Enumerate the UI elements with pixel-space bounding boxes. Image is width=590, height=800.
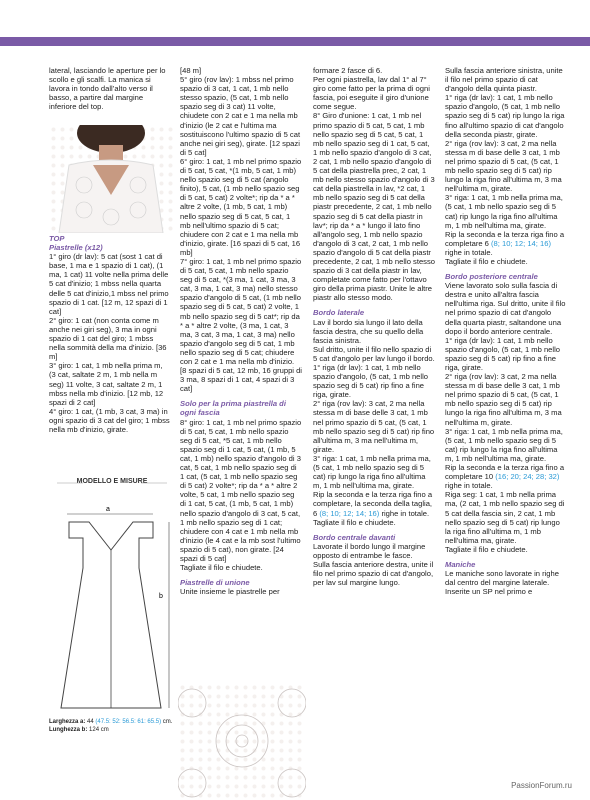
side-row-1: 1° riga (dr lav): 1 cat, 1 mb nello spazio d'angolo, (5 cat, 1 mb nello spazio seg di 5 cat) rip fino a fine riga, girate. — [313, 363, 429, 400]
back-cut: Tagliate il filo e chiudete. — [445, 544, 528, 554]
first-tile-heading: Solo per la prima piastrella di ogni fascia — [180, 399, 286, 418]
round-1: 1° giro (dr lav): 5 cat (sost 1 cat di base, 1 ma e 1 spazio di 1 cat), (1 ma, 1 cat) 11 volte nella prima delle 5 cat d'inizio; 1 mbss nella quarta delle 5 cat d'inizio,1 mbss nel primo spazio di 1 cat. [12 m, 12 spazi di 1 cat] — [49, 252, 169, 316]
joining-heading: Piastrelle di unione — [180, 578, 250, 588]
sleeves-text-2: Inserite un SP nel primo e — [445, 587, 533, 597]
round-5: 5° giro (rov lav): 1 mbss nel primo spazio di 3 cat, 1 cat, 1 mb nello stesso spazio, (5 cat, 1 mb nello spazio seg di 3 cat) 11 volte, chiudete con 2 cat e 1 ma nella mb d'inizio (le 2 cat e l'ultima ma sostituiscono l'ultimo spazio di 5 cat anche nei giri seg), girate. [12 spazi di 5 cat] — [180, 75, 301, 157]
stitch-count: [48 m] — [180, 66, 202, 75]
round-3: 3° giro: 1 cat, 1 mb nella prima m, (3 cat, saltate 2 m, 1 mb nella m seg) 11 volte, 3 cat, saltate 2 m, 1 mbss nella mb d'inizio. [12 mb, 12 spazi di 2 cat] — [49, 361, 164, 407]
side-cut: Tagliate il filo e chiudete. — [313, 517, 396, 527]
top-heading: TOP — [49, 234, 65, 243]
intro-text: lateral, lasciando le aperture per lo scollo e gli scalfi. La manica si lavora in tondo dall’alto verso il basso, a partire dal margine inferiore del top. — [49, 66, 166, 112]
column-3 — [313, 66, 435, 587]
col3-text: Per ogni piastrella, lav dal 1° al 7° giro come fatto per la prima di ogni fascia, poi eseguite il giro d'unione come segue. — [313, 75, 430, 112]
round-8: 8° giro: 1 cat, 1 mb nel primo spazio di 5 cat, 5 cat, 1 mb nello spazio seg di 5 cat, *5 cat, 1 mb nello spazio seg di 1 cat, 5 cat, (1 mb, 5 cat, 1 mb) nello spazio d'angolo di 3 cat, 5 cat, 1 mb nello spazio seg di 1 cat, (5 cat, 1 mb nello spazio seg di 5 cat) 2 volte*; rip da * a * altre 2 volte, 5 cat, 1 mb nello spazio seg di 1 cat, 5 cat, (1 mb, 5 cat, 1 mb) nello spazio d'angolo di 3 cat, 5 cat, 1 mb nello spazio seg di 1 cat; chiudere con 4 cat e 1 mb nella mb d'inizio (le 4 cat e la mb sost l'ultimo spazio di 5 cat), non girate. [24 spazi di 5 cat] — [180, 417, 302, 563]
back-border-heading: Bordo posteriore centrale — [445, 272, 538, 282]
sleeves-text: Le maniche sono lavorate in righe dal centro del margine laterale. — [445, 569, 559, 588]
width-sizes: (47.5: 52: 56.5: 61: 65.5) — [95, 719, 162, 725]
schema-diagram — [49, 478, 175, 718]
lace-detail — [178, 683, 306, 800]
back-row-3: 3° riga: 1 cat, 1 mb nella prima ma, (5 cat, 1 mb nello spazio seg di 5 cat) rip lungo la riga fino all'ultima m, 1 mb nell'ultima ma, girate. — [445, 426, 563, 463]
schema-title: MODELLO E MISURE — [76, 478, 148, 485]
top-margin — [0, 0, 590, 37]
label-b: b — [159, 593, 163, 600]
col3-intro: formare 2 fasce di 6. — [313, 66, 383, 75]
side-border-text-2: Sul dritto, unite il filo nello spazio di 5 cat d'angolo per lav lungo il bordo. — [313, 344, 435, 363]
back-row-2: 2° riga (rov lav): 3 cat, 2 ma nella stessa m di base delle 3 cat, 1 mb nel primo spazio di 5 cat, (5 cat, 1 mb nello spazio seg di 5 cat) rip lungo la riga fino all'ultima m, 3 ma nell'ultima m, girate. — [445, 372, 562, 427]
header-band — [0, 37, 590, 46]
side-repeat: Rip la seconda e la terza riga fino a completare, la seconda della taglia, 6 (8; 10; 12; 14; 16) righe in totale. — [313, 490, 433, 518]
length-value: 124 cm — [89, 727, 109, 733]
measurements — [49, 718, 179, 734]
front-row-3: 3° riga: 1 cat, 1 mb nella prima ma, (5 cat, 1 mb nello spazio seg di 5 cat) rip lungo la riga fino all'ultima m, 1 mb nell'ultima ma, girate. — [445, 193, 563, 230]
width-value: 44 — [87, 719, 94, 725]
piastrelle-heading: Piastrelle (x12) — [49, 243, 103, 253]
column-2 — [180, 66, 302, 596]
front-border-text-2: Sulla fascia anteriore destra, unite il filo nel primo spazio di cat d'angolo, per lav sul margine lungo. — [313, 559, 434, 588]
sleeves-heading: Maniche — [445, 559, 476, 569]
front-cut: Tagliate il filo e chiudete. — [445, 256, 528, 266]
next-row: Riga seg: 1 cat, 1 mb nella prima ma, (2 cat, 1 mb nello spazio seg di 5 cat della fascia sin, 2 cat, 1 mb nello spazio seg di 5 cat) rip lungo la riga fino all'ultima m, 1 mb nell'ultima ma, girate. — [445, 490, 565, 545]
side-row-2: 2° riga (rov lav): 3 cat, 2 ma nella stessa m di base delle 3 cat, 1 mb nel primo spazio di 5 cat, (5 cat, 1 mb nello spazio seg di 5 cat) rip fino all'ultima m, 3 ma nell'ultima m, girate. — [313, 399, 435, 454]
front-repeat: Rip la seconda e la terza riga fino a completare 6 (8; 10; 12; 14; 16) righe in totale. — [445, 229, 565, 257]
cut-thread: Tagliate il filo e chiudete. — [180, 563, 263, 573]
column-1-body — [49, 234, 171, 434]
front-border-heading: Bordo centrale davanti — [313, 532, 396, 542]
side-row-3: 3° riga: 1 cat, 1 mb nella prima ma, (5 cat, 1 mb nello spazio seg di 5 cat) rip lungo la riga fino all'ultima m, 1 mb nell'ultima ma, girate. — [313, 453, 431, 491]
garment-schema — [49, 478, 175, 718]
round-6: 6° giro: 1 cat, 1 mb nel primo spazio di 5 cat, 5 cat, *(1 mb, 5 cat, 1 mb) nello spazio seg di 5 cat (angolo finito), 5 cat, (1 mb nello spazio seg di 5 cat, 5 cat) 2 volte*; rip da * a * altre 2 volte, (1 mb, 5 cat, 1 mb) nello spazio seg di 5 cat, 5 cat, 1 mb nell'ultimo spazio di 5 cat; chiudere con 2 cat e 1 ma nella mb d'inizio, girate. [16 spazi di 5 cat, 16 mb] — [180, 156, 302, 257]
joining-text: Unite insieme le piastrelle per — [180, 587, 280, 597]
column-1 — [49, 66, 171, 111]
label-a: a — [106, 506, 110, 513]
front-border-text: Lavorate il bordo lungo il margine opposto di entrambe le fasce. — [313, 541, 426, 560]
col4-intro: Sulla fascia anteriore sinistra, unite il filo nel primo spazio di cat d'angolo della quinta piastr. — [445, 66, 563, 94]
joining-round: 8° Giro d'unione: 1 cat, 1 mb nel primo spazio di 5 cat, 5 cat, 1 mb nello spazio seg di 5 cat, 5 cat, 1 mb nello spazio seg di 1 cat, 5 cat, 1 mb nello spazio d'angolo di 3 cat, 2 cat, 1 mb nello spazio d'angolo di 5 cat della piastrella prec, 2 cat, 1 mb nello stesso spazio d'angolo di 3 cat della piastrella in lav, *2 cat, 1 mb nello spazio seg di 5 cat della piastr precedente, 2 cat, 1 mb nello spazio seg di 5 cat della piastr in lav*; rip da * a * lungo il lato fino all'angolo seg, 1 mb nello spazio d'angolo di 3 cat, 2 cat, 1 mb nello spazio d'angolo di 5 cat della piastr precedente, 2 cat, 1 mb nello stesso spazio di 3 cat della piastr in lav, completate come fatto per l'ottavo giro della prima piastr. Unite le altre piastr allo stesso modo. — [313, 111, 435, 303]
round-4: 4° giro: 1 cat, (1 mb, 3 cat, 3 ma) in ogni spazio di 3 cat del giro; 1 mbss nella mb d'inizio, girate. — [49, 406, 170, 434]
footer-watermark: PassionForum.ru — [511, 781, 572, 790]
side-border-heading: Bordo laterale — [313, 308, 365, 318]
width-label: Larghezza a: — [49, 719, 86, 725]
front-row-2: 2° riga (rov lav): 3 cat, 2 ma nella stessa m di base delle 3 cat, 1 mb nel primo spazio di 5 cat, (5 cat, 1 mb nello spazio seg di 5 cat) rip lungo la riga fino all'ultima m, 3 ma nell'ultima m, girate. — [445, 138, 562, 194]
back-repeat: Rip la seconda e la terza riga fino a completare 10 (16; 20; 24; 28; 32) righe in totale. — [445, 463, 565, 491]
front-row-1: 1° riga (dr lav): 1 cat, 1 mb nello spazio d'angolo, (5 cat, 1 mb nello spazio seg di 5 cat) rip lungo la riga fino all'ultimo spazio di cat d'angolo della seconda piastr, girate. — [445, 93, 565, 139]
back-row-1: 1° riga (dr lav): 1 cat, 1 mb nello spazio d'angolo, (5 cat, 1 mb nello spazio seg di 5 cat) rip fino a fine riga, girate. — [445, 335, 561, 372]
detail-photo — [178, 683, 306, 800]
top-photo — [49, 125, 173, 233]
model-photo-illustration — [49, 125, 173, 233]
column-4 — [445, 66, 567, 596]
length-label: Lunghezza b: — [49, 727, 88, 733]
width-unit: cm. — [162, 719, 173, 725]
back-border-text: Viene lavorato solo sulla fascia di destra e unito all'altra fascia nell'ultima riga. Sul dritto, unite il filo nel primo spazio di cat d'angolo della quarta piastr, saltandone una dopo il bordo anteriore centrale. — [445, 281, 566, 336]
round-2: 2° giro: 1 cat (non conta come m anche nei giri seg), 3 ma in ogni spazio di 1 cat del giro; 1 mbss nella sommità della ma d'inizio. [36 m] — [49, 315, 167, 362]
side-border-text: Lav il bordo sia lungo il lato della fascia destra, che su quello della fascia sinistra. — [313, 317, 424, 345]
round-7: 7° giro: 1 cat, 1 mb nel primo spazio di 5 cat, 5 cat, 1 mb nello spazio seg di 5 cat, *(3 ma, 1 cat, 3 ma, 3 cat, 3 ma, 1 cat, 3 ma) nello stesso spazio d'angolo di 5 cat, (1 mb nello spazio seg di 5 cat, 5 cat) 2 volte, 1 mb nello spazio seg di 5 cat*; rip da * a * altre 2 volte, (3 ma, 1 cat, 3 ma, 3 cat, 3 ma, 1 cat, 3 ma) nello spazio d'angolo seg di 5 cat, 1 mb nello spazio seg di 5 cat; chiudere con 2 cat e 1 ma nella mb d'inizio. [8 spazi di 5 cat, 12 mb, 16 gruppi di 3 ma, 8 spazi di 1 cat, 4 spazi di 3 cat] — [180, 256, 302, 394]
